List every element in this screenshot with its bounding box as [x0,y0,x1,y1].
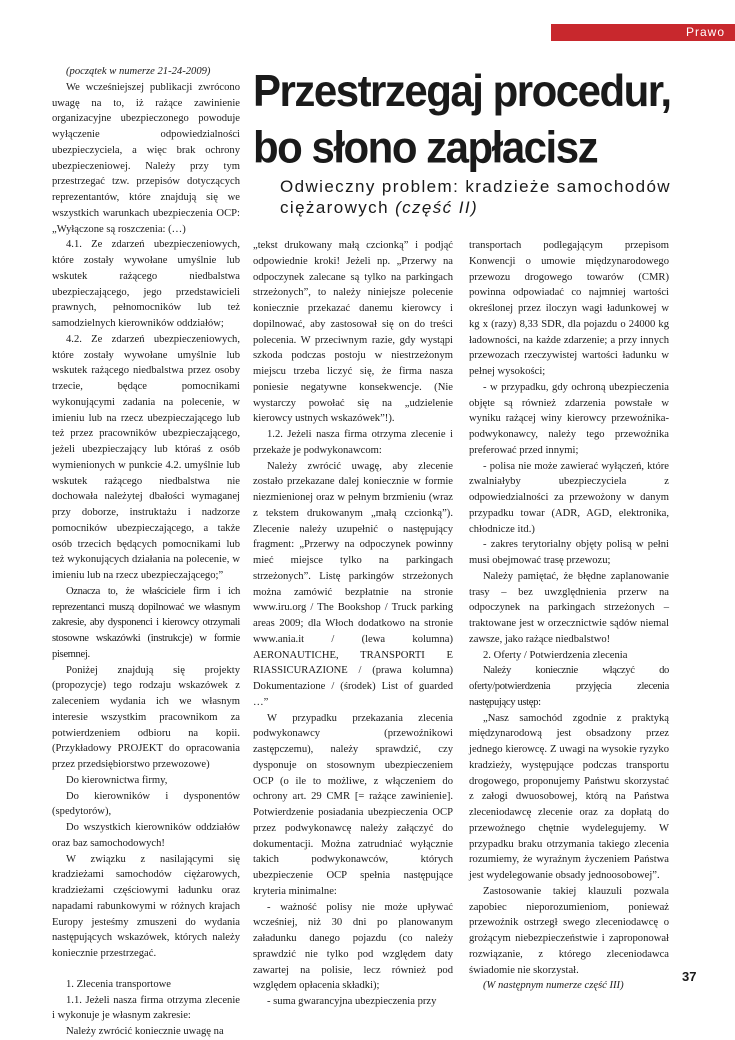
headline-line-2: bo słono zapłacisz [253,122,598,173]
paragraph: Do kierowników i dysponentów (spedytorów), [52,790,240,818]
paragraph: Zastosowanie takiej klauzuli pozwala zapobiec nieporozumieniom, ponieważ przewoźnik ostrzegł swego zleceniodawcę o grożącym niebezpieczeństwie i zaproponował rozwiązanie, z którego zleceniodawca świadomie nie skorzystał. [469,885,669,976]
paragraph: We wcześniejszej publikacji zwrócono uwagę na to, iż rażące zawinienie organizacyjne ubezpieczonego powoduje wyłączenie odpowiedzialności ubezpieczyciela, a więc brak ochrony ubezpieczeniowej. Należy przy tym przestrzegać tzw. przepisów dotyczących reprezentantów, które znajdują się we wszystkich warunkach ubezpieczenia OCP: „Wyłączone są roszczenia: (…) [52,81,240,235]
paragraph: 1.2. Jeżeli nasza firma otrzyma zlecenie i przekaże je podwykonawcom: [253,429,453,456]
list-item: - zakres terytorialny objęty polisą w pełni musi obejmować trasę przewozu; [469,539,669,566]
page-number: 37 [682,969,697,984]
subtitle-part: (część II) [395,198,479,217]
paragraph: Poniżej znajdują się projekty (propozycje) tego rodzaju wskazówek z zaleceniem wydania ich we własnym interesie wszystkim pracownikom za potwierdzeniem odbioru na kopii. (Przykładowy PROJEKT do opracowania przez przedsiębiorstwo przewozowe) [52,664,240,770]
paragraph: Należy zwrócić uwagę, aby zlecenie zostało przekazane dalej koniecznie w formie niezmienionej oraz w pełnym brzmieniu (wraz z tekstem drukowanym „małą czcionką”). Zlecenie należy uzupełnić o następujący fragment: „Przerwy na odpoczynek powinny mieć miejsce tylko na parkingach strzeżonych”. Listę parkingów strzeżonych można zamówić bezpłatnie na stronie www.iru.org / The Bookshop / Truck parking areas 2009; dla Włoch dodatkowo na stronie www.ania.it / (lewa kolumna) AERONAUTICHE, TRANSPORTI E RIASSICURAZIONE / (prawa kolumna) Dokumentazione / (środek) List of guarded …” [253,460,453,708]
paragraph: W związku z nasilającymi się kradzieżami samochodów ciężarowych, kradzieżami częściowymi ładunku oraz napadami rabunkowymi w różnych krajach Europy jesteśmy zmuszeni do wydania następujących wskazówek, których należy koniecznie przestrzegać. [52,853,240,959]
paragraph: W przypadku przekazania zlecenia podwykonawcy (przewoźnikowi zastępczemu), należy sprawdzić, czy dysponuje on stosownym ubezpieczeniem OCP (o ile to możliwe, z włączeniem do ochrony art. 29 CMR [= rażące zawinienie]. Potwierdzenie posiadania ubezpieczenia OCP przez podwykonawcę należy załączyć do dokumentacji. Można zatrudniać wyłącznie takich podwykonawców, których ubezpieczenie OCP spełnia następujące kryteria minimalne: [253,712,453,897]
paragraph: Należy koniecznie włączyć do oferty/potwierdzenia przyjęcia zlecenia następujący ustęp: [469,665,669,708]
article-headline [253,63,713,176]
paragraph: Należy zwrócić koniecznie uwagę na [66,1026,224,1037]
section-heading: 2. Oferty / Potwierdzenia zlecenia [483,649,628,661]
paragraph: transportach podlegającym przepisom Konwencji o umowie międzynarodowego przewozu drogowego towarów (CMR) powinna odpowiadać co najmniej wartości określonej przez iloczyn wagi ładunkowej w kg x (razy) 8,33 SDR, dla pojazdu o 24000 kg ładowności, na każde zdarzenie; a przy innych przewozach rzeczywistej wartości ładunku w pełnej wysokości; [469,240,669,377]
paragraph: 1.1. Jeżeli nasza firma otrzyma zlecenie i wykonuje je własnym zakresie: [52,994,240,1022]
text-column-3 [469,238,669,994]
section-heading: 1. Zlecenia transportowe [66,978,172,990]
headline-line-1: Przestrzegaj procedur, [253,66,671,116]
section-label: Prawo [551,24,735,41]
paragraph: „tekst drukowany małą czcionką” i podjąć odpowiednie kroki! Jeżeli np. „Przerwy na odpoczynek zalecane są tylko na parkingach strzeżonych”, to należy niniejsze polecenie koniecznie przekazać danemu kierowcy i dopilnować, aby zastosował się on do treści polecenia. W przeciwnym razie, gdy wystąpi szkoda podczas postoju w niestrzeżonym miejscu trzeba liczyć się, że firma nasza poniesie negatywne konsekwencje. (Nie wystarczy powołać się na „udzielenie kierowcy ustnych wskazówek”!). [253,240,453,425]
paragraph: Należy pamiętać, że błędne zaplanowanie trasy – bez uwzględnienia przerw na odpoczynek na parkingach strzeżonych – traktowane jest w orzecznictwie sądów niemal zawsze, jako rażące niedbalstwo! [469,570,669,645]
paragraph: Do wszystkich kierowników oddziałów oraz baz samochodowych! [52,822,240,849]
paragraph: Do kierownictwa firmy, [66,774,168,786]
quoted-clause: „Nasz samochód zgodnie z praktyką międzynarodową jest obsadzony przez jednego kierowcę. Z uwagi na wysokie ryzyko kradzieży, występujące podczas transportu drogowego, proponujemy Państwu skorzystać z załogi dwuosobowej, którą na Państwa zleceniodawcę zlecenie oraz za dopłatą do przewoźnego chętnie wydelegujemy. W przypadku braku otrzymania takiego zlecenia rozumiemy, że wyraźnym życzeniem Państwa jest wydelegowanie obsady jednoosobowej”. [469,712,669,881]
text-column-1 [52,64,240,1040]
article-subtitle [280,176,715,218]
continuation-note: (początek w numerze 21-24-2009) [66,66,211,77]
paragraph: 4.2. Ze zdarzeń ubezpieczeniowych, które zostały wywołane umyślnie lub wskutek rażącego niedbalstwa przez osoby trzecie, będące pomocnikami wykonującymi zadania na polecenie, w imieniu lub na rzecz ubezpieczającego lub też przez pracowników ubezpieczającego, jeżeli ubezpieczający lub któraś z osób wymienionych w punkcie 4.2. umyślnie lub wskutek rażącego niedbalstwa nie dochowała należytej dbałości wymaganej przy doborze, instruktażu i nadzorze pomocników ubezpieczającego, a także osób trzecich będących pomocnikami lub też wykonujących działania na polecenie, w imieniu lub na rzecz ubezpieczającego;” [52,333,240,581]
next-part-note: (W następnym numerze część III) [483,980,624,992]
paragraph: 4.1. Ze zdarzeń ubezpieczeniowych, które zostały wywołane umyślnie lub wskutek rażącego niedbalstwa ubezpieczającego, jego przedstawicieli prawnych, pełnomocników lub też samodzielnych kierowników oddziałów; [52,239,240,329]
list-item: - w przypadku, gdy ochroną ubezpieczenia objęte są również zdarzenia powstałe w wyniku rażącej winy kierowcy przewoźnika-podwykonawcy, należy tego przewoźnika preferować przed innymi; [469,381,669,456]
list-item: - suma gwarancyjna ubezpieczenia przy [267,996,437,1007]
subtitle-text: Odwieczny problem: kradzieże samochodów ciężarowych [280,177,671,217]
text-column-2 [253,238,453,1010]
list-item: - ważność polisy nie może upływać wcześniej, niż 30 dni po planowanym załadunku danego pojazdu (co należy sprawdzić nie tylko pod względem daty zawartej na polisie, lecz również pod względem opłacenia składki); [253,901,453,992]
list-item: - polisa nie może zawierać wyłączeń, które zwalniałyby ubezpieczyciela z odpowiedzialności za przewożony w danym przypadku towar (ADR, AGD, elektronika, chłodnicze itd.) [469,460,669,535]
paragraph: Oznacza to, że właściciele firm i ich reprezentanci muszą dopilnować we własnym zakresie, aby dysponenci i kierowcy otrzymali stosowne wskazówki (instrukcje) w formie pisemnej. [52,585,240,660]
